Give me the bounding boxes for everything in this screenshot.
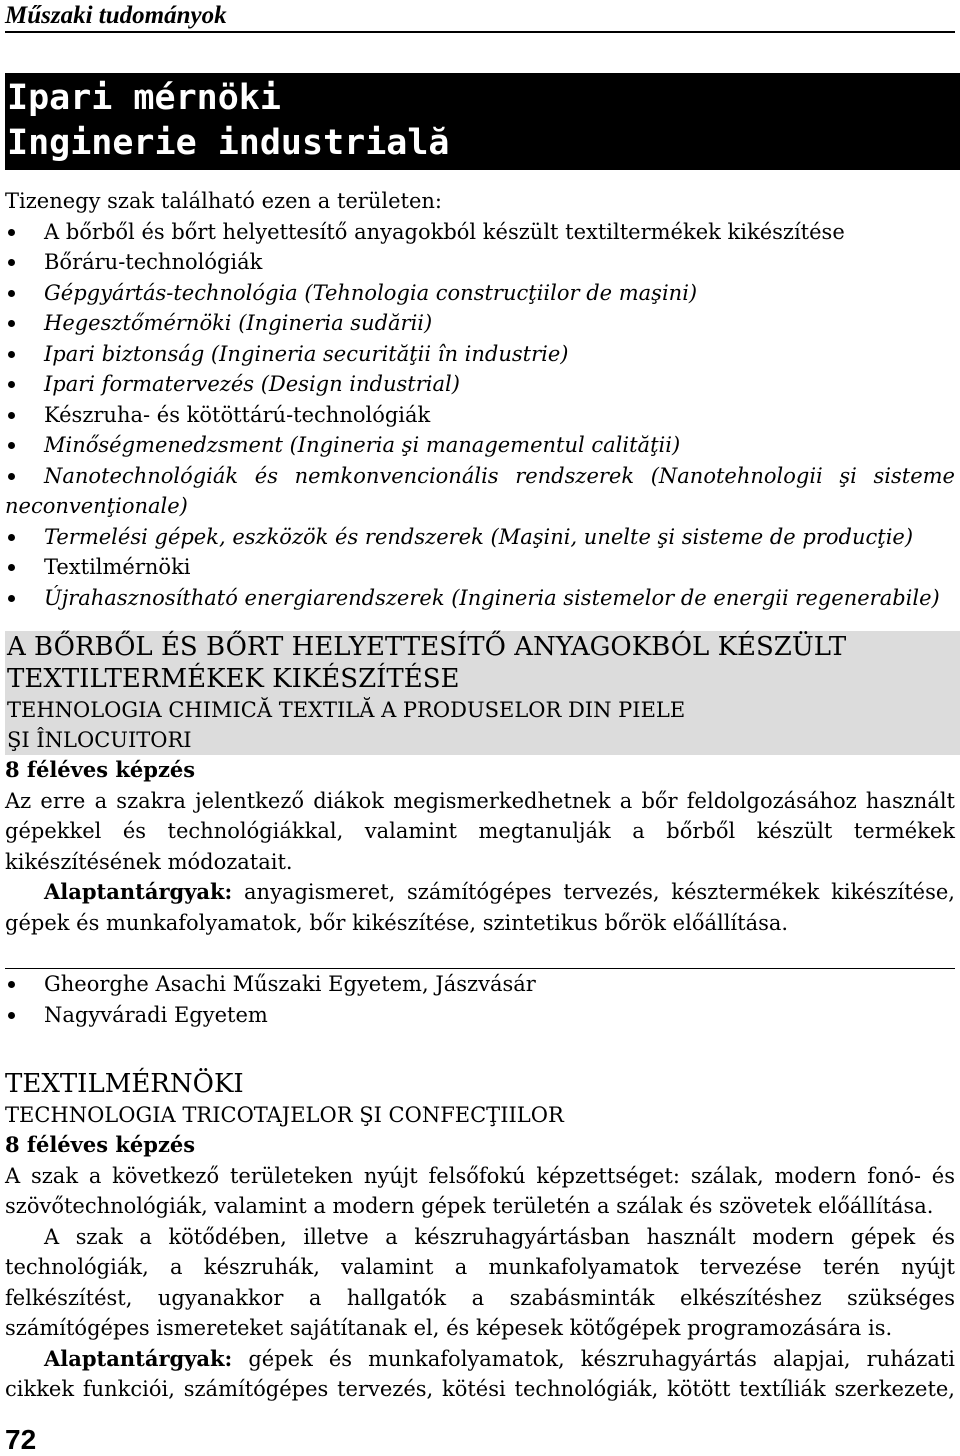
chapter-title-hu: Ipari mérnöki: [7, 78, 281, 118]
chapter-title-block: [5, 73, 960, 170]
list-item: Gheorghe Asachi Műszaki Egyetem, Jászvásár: [5, 969, 955, 1000]
bullet-icon: [8, 595, 15, 602]
list-item: Újrahasznosítható energiarendszerek (Ingineria sistemelor de energii regenerabile): [5, 583, 955, 614]
bullet-icon: [8, 981, 15, 988]
section-title-ro: TECHNOLOGIA TRICOTAJELOR ŞI CONFECŢIILOR: [5, 1103, 564, 1127]
list-item: Termelési gépek, eszközök és rendszerek (Maşini, unelte şi sisteme de producţie): [5, 522, 955, 553]
list-item: Ipari formatervezés (Design industrial): [5, 369, 955, 400]
list-item: Ipari biztonság (Ingineria securităţii în industrie): [5, 339, 955, 370]
bullet-icon: [8, 229, 15, 236]
section-title-ro: TEHNOLOGIA CHIMICĂ TEXTILĂ A PRODUSELOR DIN PIELE: [7, 698, 686, 722]
section-heading-textile: [5, 1068, 955, 1130]
section-title-hu: TEXTILMÉRNÖKI: [5, 1069, 244, 1099]
section-description: Az erre a szakra jelentkező diákok megismerkedhetnek a bőr feldolgozásához használt gépekkel és technológiákkal, valamint megtanulják a bőrből készült termékek kikészítésének módozatait.: [5, 788, 955, 874]
core-subjects-label: Alaptantárgyak:: [44, 1345, 233, 1371]
bullet-icon: [8, 442, 15, 449]
intro-text: Tizenegy szak található ezen a területen:: [5, 189, 442, 213]
bullet-icon: [8, 320, 15, 327]
duration-label: 8 féléves képzés: [5, 757, 196, 782]
core-subjects-text: gépek és munkafolyamatok, készruhagyártás alapjai, ruházati cikkek funkciói, számítógépes tervezés, kötési technológiák, kötött textíliák szerkezete,: [5, 1346, 955, 1401]
list-item: Készruha- és kötöttárú-technológiák: [5, 400, 955, 431]
university-list: [5, 969, 955, 1030]
bullet-icon: [8, 412, 15, 419]
section-paragraph: A szak a következő területeken nyújt felsőfokú képzettséget: szálak, modern fonó- és szövőtechnológiák, valamint a modern gépek területén a szálak és szövetek előállítása.: [5, 1163, 955, 1218]
list-item: Hegesztőmérnöki (Ingineria sudării): [5, 308, 955, 339]
duration-label: 8 féléves képzés: [5, 1132, 196, 1157]
list-item: Bőráru-technológiák: [5, 247, 955, 278]
section-title-hu: A BŐRBŐL ÉS BŐRT HELYETTESÍTŐ ANYAGOKBÓL KÉSZÜLT: [7, 632, 847, 662]
list-item: Gépgyártás-technológia (Tehnologia construcţiilor de maşini): [5, 278, 955, 309]
section-title-ro-cont: ŞI ÎNLOCUITORI: [7, 728, 192, 752]
bullet-icon: [8, 381, 15, 388]
bullet-icon: [8, 259, 15, 266]
specialization-list: [5, 217, 955, 614]
section-paragraph: A szak a kötődében, illetve a készruhagyártásban használt modern gépek és technológiák, a készruhák, valamint a munkafolyamatok tervezése terén nyújt felkészítést, ugyanakkor a hallgatók a szabásminták elkészítéshez szükséges számítógépes ismereteket sajátítanak el, és képesek kötőgépek programozására is.: [5, 1224, 955, 1340]
page-number: 72: [5, 1424, 37, 1455]
bullet-icon: [8, 473, 15, 480]
running-head: Műszaki tudományok: [5, 0, 955, 33]
core-subjects-text: anyagismeret, számítógépes tervezés, késztermékek kikészítése, gépek és munkafolyamatok, bőr kikészítése, szintetikus bőrök előállítása.: [5, 880, 955, 935]
core-subjects-label: Alaptantárgyak:: [44, 879, 233, 904]
bullet-icon: [8, 290, 15, 297]
list-item: Minőségmenedzsment (Ingineria şi managementul calităţii): [5, 430, 955, 461]
list-item: Nanotechnológiák és nemkonvencionális rendszerek (Nanotehnologii şi sisteme neconvenţionale): [5, 463, 955, 518]
document-page: [5, 0, 955, 1405]
list-item: Nagyváradi Egyetem: [5, 1000, 955, 1031]
bullet-icon: [8, 564, 15, 571]
core-subjects: [5, 877, 955, 938]
list-item: A bőrből és bőrt helyettesítő anyagokból készült textiltermékek kikészítése: [5, 217, 955, 248]
list-item: Textilmérnöki: [5, 552, 955, 583]
section-heading-leather: [5, 631, 960, 755]
bullet-icon: [8, 534, 15, 541]
bullet-icon: [8, 1012, 15, 1019]
bullet-icon: [8, 351, 15, 358]
section-title-hu-cont: TEXTILTERMÉKEK KIKÉSZÍTÉSE: [7, 664, 460, 694]
core-subjects: [5, 1344, 955, 1405]
chapter-title-ro: Inginerie industrială: [7, 123, 450, 163]
